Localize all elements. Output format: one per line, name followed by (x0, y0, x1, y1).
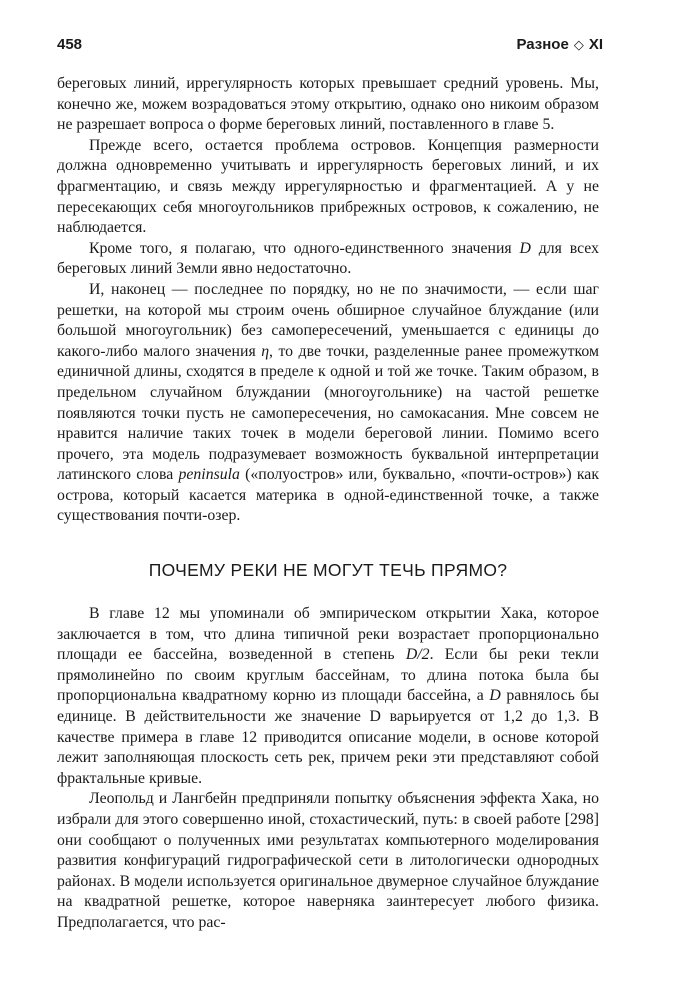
chapter-number: XI (588, 36, 603, 53)
math-eta: η (261, 342, 270, 360)
body-text-bottom (57, 604, 599, 934)
body-text-top (57, 74, 599, 527)
text-run: В главе 12 мы упоминали об эмпирическом открытии Хака, которое заключается в том, что длина типичной реки возрастает пропорционально площади ее бассейна, возведенной в степень (57, 605, 599, 664)
paragraph-6: Леопольд и Лангбейн предприняли попытку объяснения эффекта Хака, но избрали для этого совершенно иной, стохастический, путь: в своей работе [298] они сообщают о полученных ими результатах компьютерного моделирования развития конфигураций гидрографической сети в литологически однородных районах. В модели используется оригинальное двумерное случайное блуждание на квадратной решетке, которое наверняка заинтересует любого физика. Предполагается, что рас- (57, 790, 599, 931)
diamond-icon: ◇ (573, 37, 584, 52)
section-heading: ПОЧЕМУ РЕКИ НЕ МОГУТ ТЕЧЬ ПРЯМО? (148, 560, 508, 580)
text-run: . Если бы реки текли прямолинейно по своим круглым бассейнам, то длина потока была бы пропорциональна квадратному корню из площади бассейна, а (57, 646, 599, 705)
paragraph-3 (57, 239, 599, 280)
paragraph-1: береговых линий, иррегулярность которых превышает средний уровень. Мы, конечно же, можем возрадоваться этому открытию, однако оно никоим образом не разрешает вопроса о форме береговых линий, поставленного в главе 5. (57, 75, 599, 134)
text-run: равнялось бы единице. В действительности же значение D варьируется от 1,2 до 1,3. В качестве примера в главе 12 приводится описание модели, в основе которой лежит заполняющая плоскость сеть рек, причем реки эти представляют собой фрактальные кривые. (57, 687, 600, 787)
text-run: для всех береговых линий Земли явно недостаточно. (57, 239, 599, 278)
section-name: Разное (516, 36, 569, 53)
paragraph-4 (57, 280, 599, 527)
text-run: , то две точки, разделенные ранее промежутком единичной длины, сходятся в пределе к одной и той же точке. Таким образом, в предельном случайном блуждании (многоугольнике) на частой решетке появляются точки пусть не самопересечения, но самокасания. Мне совсем не нравится наличие таких точек в модели береговой линии. Помимо всего прочего, эта модель подразумевает возможность буквальной интерпретации латинского слова (57, 342, 599, 484)
page-header (57, 36, 603, 53)
page-number: 458 (57, 36, 83, 53)
running-head (516, 36, 603, 53)
text-run: Кроме того, я полагаю, что одного-единственного значения (89, 239, 520, 257)
math-d-half: D/2 (405, 646, 430, 664)
math-d: D (519, 239, 531, 257)
text-run: И, наконец — последнее по порядку, но не по значимости, — если шаг решетки, на которой мы строим очень обширное случайное блуждание (или большой многоугольник) без самопересечений, уменьшается с единицы до какого-либо малого значения (57, 280, 599, 360)
latin-word: peninsula (178, 466, 240, 484)
math-d: D (489, 687, 501, 705)
paragraph-5 (57, 604, 599, 789)
text-run: («полуостров» или, буквально, «почти-остров») как острова, который касается материка в одной-единственной точке, а также существования почти-озер. (57, 466, 599, 525)
paragraph-2: Прежде всего, остается проблема островов. Концепция размерности должна одновременно учитывать и иррегулярность береговых линий, и их фрагментацию, и связь между иррегулярностью и фрагментацией. А у не пересекающих себя многоугольников прибрежных островов, к сожалению, не наблюдается. (57, 136, 599, 237)
